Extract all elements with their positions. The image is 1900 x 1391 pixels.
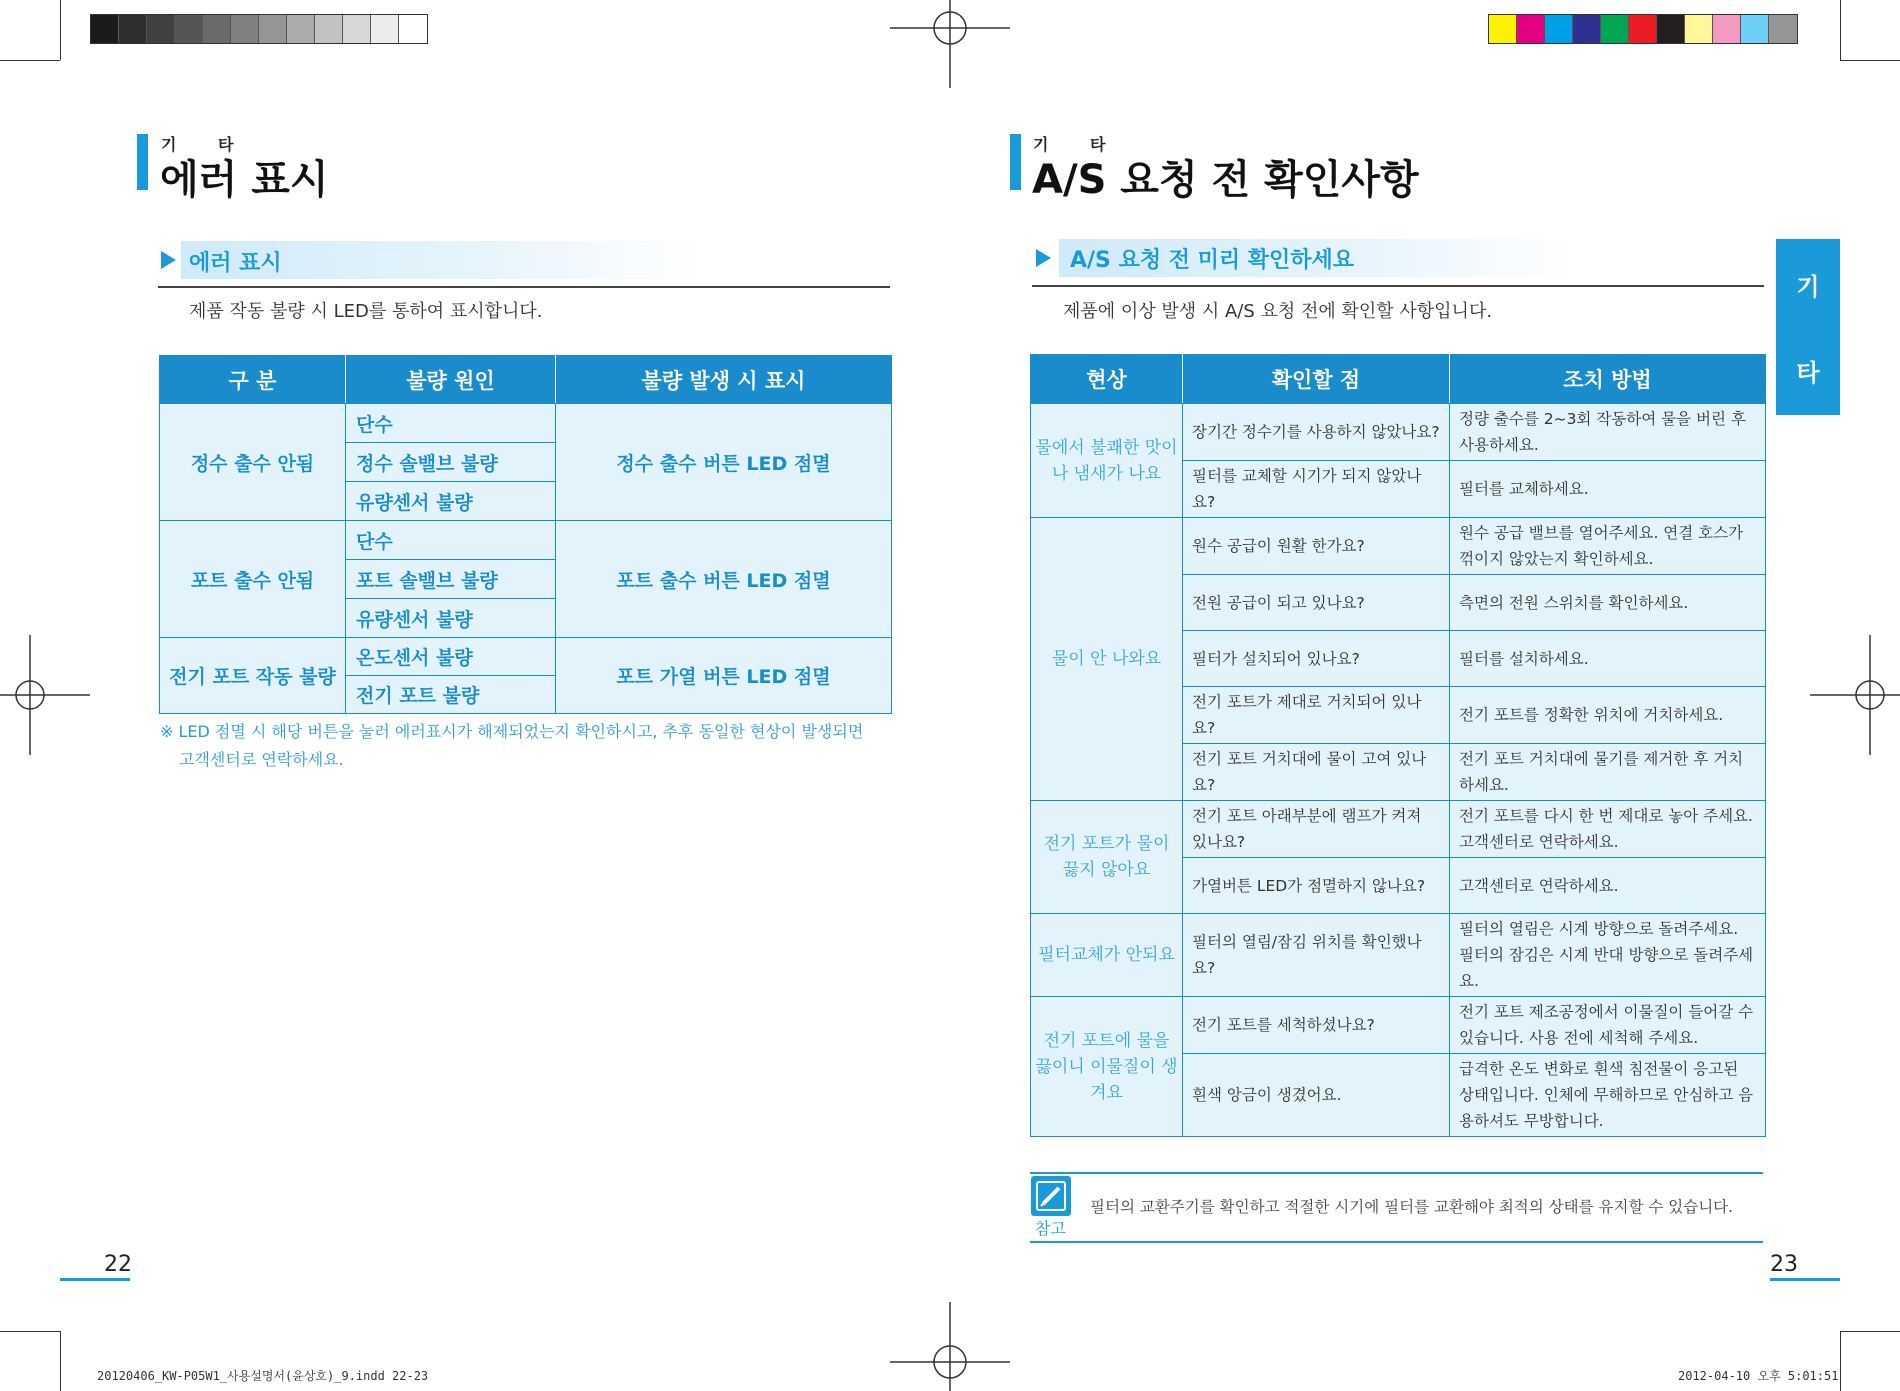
reference-label: 참고 xyxy=(1035,1219,1066,1238)
title-accent-bar xyxy=(1010,134,1021,190)
color-swatch xyxy=(259,15,287,43)
color-swatch xyxy=(1713,15,1741,43)
category-cell: 전기 포트 작동 불량 xyxy=(160,638,346,714)
color-swatch xyxy=(1629,15,1657,43)
title-accent-bar xyxy=(137,134,148,190)
footer-filename: 20120406_KW-P05W1_사용설명서(윤상호)_9.indd 22-23 xyxy=(97,1369,429,1383)
action-cell: 전기 포트 제조공정에서 이물질이 들어갈 수 있습니다. 사용 전에 세척해 주세요. xyxy=(1450,997,1766,1054)
display-cell: 포트 출수 버튼 LED 점멸 xyxy=(556,521,892,638)
registration-mark-bottom xyxy=(890,1302,1010,1391)
table-row xyxy=(160,638,892,676)
check-cell: 원수 공급이 원활 한가요? xyxy=(1183,518,1450,575)
cause-cell: 정수 솔밸브 불량 xyxy=(346,443,556,482)
section-title: A/S 요청 전 미리 확인하세요 xyxy=(1070,248,1355,273)
color-swatch xyxy=(175,15,203,43)
column-header: 확인할 점 xyxy=(1183,355,1450,404)
table-row xyxy=(160,521,892,560)
display-cell: 포트 가열 버튼 LED 점멸 xyxy=(556,638,892,714)
color-swatch xyxy=(147,15,175,43)
color-swatch xyxy=(1741,15,1769,43)
cause-cell: 단수 xyxy=(346,404,556,443)
triangle-icon xyxy=(1036,249,1051,267)
action-cell: 측면의 전원 스위치를 확인하세요. xyxy=(1450,575,1766,631)
footer-timestamp: 2012-04-10 오후 5:01:51 xyxy=(1678,1369,1839,1383)
cause-cell: 전기 포트 불량 xyxy=(346,676,556,714)
grayscale-bar xyxy=(90,14,428,44)
color-bar xyxy=(1488,14,1798,44)
check-cell: 전기 포트 거치대에 물이 고여 있나요? xyxy=(1183,744,1450,801)
column-header: 구 분 xyxy=(160,356,346,404)
action-cell: 원수 공급 밸브를 열어주세요. 연결 호스가 꺾이지 않았는지 확인하세요. xyxy=(1450,518,1766,575)
side-tab xyxy=(1776,239,1840,415)
color-swatch xyxy=(119,15,147,43)
category-label: 기 타 xyxy=(161,135,252,154)
reference-text: 필터의 교환주기를 확인하고 적절한 시기에 필터를 교환해야 최적의 상태를 유지할 수 있습니다. xyxy=(1090,1198,1734,1216)
color-swatch xyxy=(1601,15,1629,43)
page-title: 에러 표시 xyxy=(160,157,329,203)
color-swatch xyxy=(1685,15,1713,43)
color-swatch xyxy=(91,15,119,43)
color-swatch xyxy=(399,15,427,43)
side-tab-char: 기 xyxy=(1796,273,1820,301)
note-text xyxy=(160,718,863,774)
column-header: 불량 발생 시 표시 xyxy=(556,356,892,404)
check-cell: 전기 포트 아래부분에 램프가 켜져 있나요? xyxy=(1183,801,1450,858)
cause-cell: 온도센서 불량 xyxy=(346,638,556,676)
note-line: 고객센터로 연락하세요. xyxy=(179,750,344,769)
action-cell: 정량 출수를 2~3회 작동하여 물을 버린 후 사용하세요. xyxy=(1450,404,1766,461)
table-row xyxy=(1031,518,1766,575)
cause-cell: 단수 xyxy=(346,521,556,560)
display-cell: 정수 출수 버튼 LED 점멸 xyxy=(556,404,892,521)
action-cell: 고객센터로 연락하세요. xyxy=(1450,858,1766,914)
check-cell: 필터가 설치되어 있나요? xyxy=(1183,631,1450,687)
page-title: A/S 요청 전 확인사항 xyxy=(1032,157,1419,203)
category-label: 기 타 xyxy=(1033,135,1124,154)
phenomenon-cell: 전기 포트가 물이 끓지 않아요 xyxy=(1031,801,1183,914)
intro-text: 제품에 이상 발생 시 A/S 요청 전에 확인할 사항입니다. xyxy=(1063,301,1493,322)
table-row xyxy=(1031,801,1766,858)
color-swatch xyxy=(371,15,399,43)
action-cell: 필터를 설치하세요. xyxy=(1450,631,1766,687)
check-cell: 흰색 앙금이 생겼어요. xyxy=(1183,1054,1450,1137)
color-swatch xyxy=(1769,15,1797,43)
section-title: 에러 표시 xyxy=(189,251,282,276)
color-swatch xyxy=(287,15,315,43)
registration-mark-top xyxy=(890,0,1010,88)
pencil-note-icon xyxy=(1031,1176,1071,1216)
check-cell: 가열버튼 LED가 점멸하지 않나요? xyxy=(1183,858,1450,914)
column-header: 현상 xyxy=(1031,355,1183,404)
color-swatch xyxy=(1573,15,1601,43)
phenomenon-cell: 전기 포트에 물을 끓이니 이물질이 생겨요 xyxy=(1031,997,1183,1137)
troubleshooting-table xyxy=(1030,354,1766,1137)
phenomenon-cell: 물에서 불쾌한 맛이나 냄새가 나요 xyxy=(1031,404,1183,518)
cause-cell: 유량센서 불량 xyxy=(346,482,556,521)
registration-mark-left xyxy=(0,635,90,755)
table-header-row xyxy=(1031,355,1766,404)
table-row xyxy=(1031,914,1766,997)
color-swatch xyxy=(1517,15,1545,43)
error-table xyxy=(159,355,892,714)
color-swatch xyxy=(1489,15,1517,43)
triangle-icon xyxy=(161,251,176,269)
color-swatch xyxy=(315,15,343,43)
check-cell: 필터를 교체할 시기가 되지 않았나요? xyxy=(1183,461,1450,518)
column-header: 조치 방법 xyxy=(1450,355,1766,404)
category-cell: 포트 출수 안됨 xyxy=(160,521,346,638)
check-cell: 필터의 열림/잠김 위치를 확인했나요? xyxy=(1183,914,1450,997)
check-cell: 전원 공급이 되고 있나요? xyxy=(1183,575,1450,631)
action-cell: 필터를 교체하세요. xyxy=(1450,461,1766,518)
table-row xyxy=(1031,997,1766,1054)
action-cell: 급격한 온도 변화로 흰색 침전물이 응고된 상태입니다. 인체에 무해하므로 안심하고 음용하셔도 무방합니다. xyxy=(1450,1054,1766,1137)
color-swatch xyxy=(203,15,231,43)
column-header: 불량 원인 xyxy=(346,356,556,404)
table-header-row xyxy=(160,356,892,404)
side-tab-char: 타 xyxy=(1796,359,1820,387)
category-cell: 정수 출수 안됨 xyxy=(160,404,346,521)
color-swatch xyxy=(231,15,259,43)
color-swatch xyxy=(1545,15,1573,43)
action-cell: 전기 포트를 다시 한 번 제대로 놓아 주세요. 고객센터로 연락하세요. xyxy=(1450,801,1766,858)
cause-cell: 유량센서 불량 xyxy=(346,599,556,638)
phenomenon-cell: 필터교체가 안되요 xyxy=(1031,914,1183,997)
action-cell: 전기 포트를 정확한 위치에 거치하세요. xyxy=(1450,687,1766,744)
color-swatch xyxy=(1657,15,1685,43)
color-swatch xyxy=(343,15,371,43)
cause-cell: 포트 솔밸브 불량 xyxy=(346,560,556,599)
check-cell: 전기 포트를 세척하셨나요? xyxy=(1183,997,1450,1054)
phenomenon-cell: 물이 안 나와요 xyxy=(1031,518,1183,801)
table-row xyxy=(160,404,892,443)
page-number: 23 xyxy=(1770,1252,1798,1277)
intro-text: 제품 작동 불량 시 LED를 통하여 표시합니다. xyxy=(189,301,543,322)
table-row xyxy=(1031,404,1766,461)
check-cell: 전기 포트가 제대로 거치되어 있나요? xyxy=(1183,687,1450,744)
action-cell: 필터의 열림은 시계 방향으로 돌려주세요. 필터의 잠김은 시계 반대 방향으로 돌려주세요. xyxy=(1450,914,1766,997)
note-line: ※ LED 점멸 시 해당 버튼을 눌러 에러표시가 해제되었는지 확인하시고, 추후 동일한 현상이 발생되면 xyxy=(160,722,864,741)
action-cell: 전기 포트 거치대에 물기를 제거한 후 거치하세요. xyxy=(1450,744,1766,801)
page-number: 22 xyxy=(104,1252,132,1277)
check-cell: 장기간 정수기를 사용하지 않았나요? xyxy=(1183,404,1450,461)
registration-mark-right xyxy=(1810,635,1900,755)
